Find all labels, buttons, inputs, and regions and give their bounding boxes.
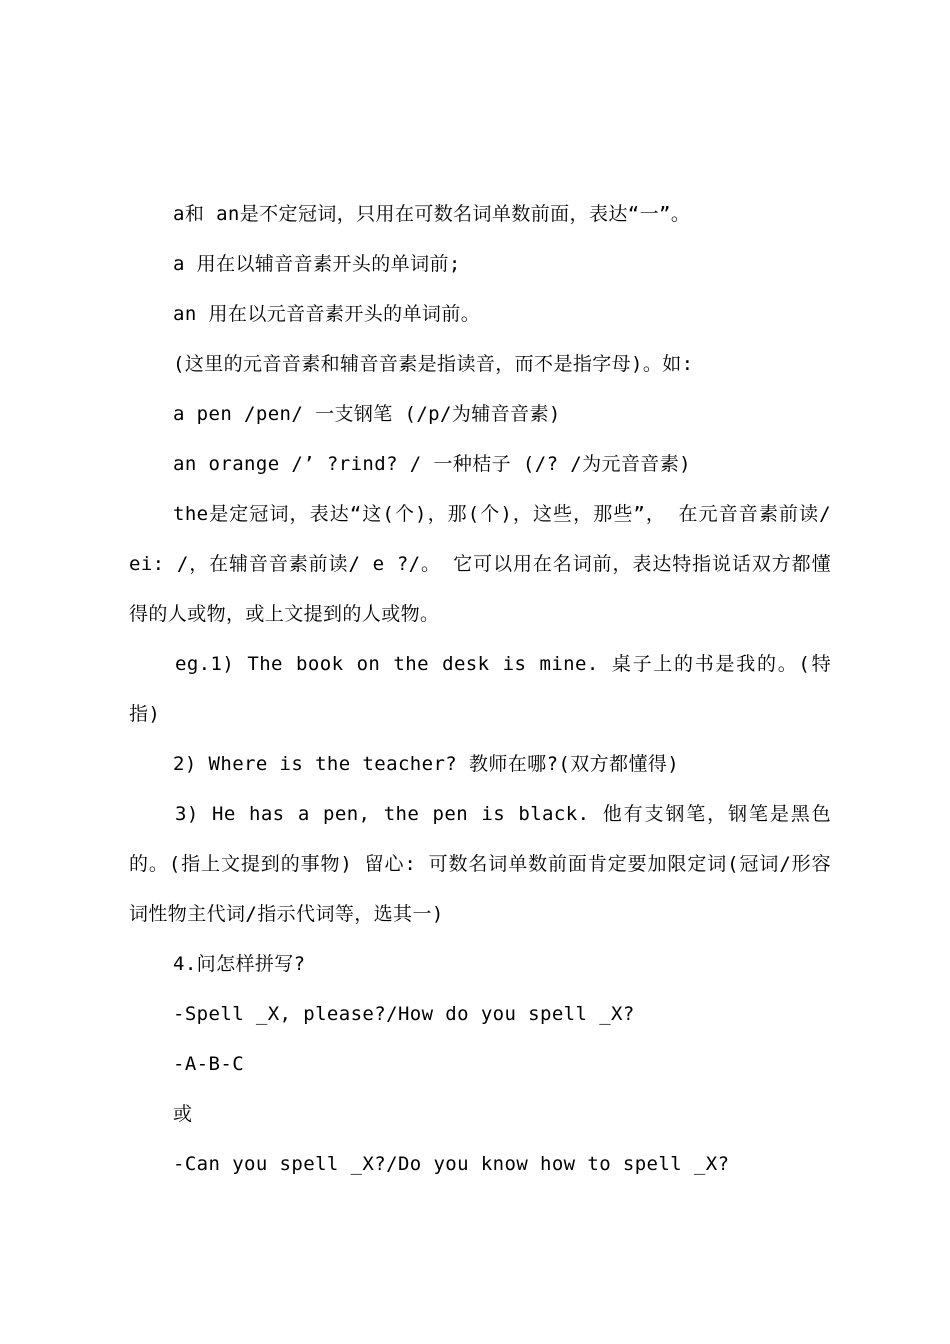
paragraph-or: 或 bbox=[173, 1103, 193, 1125]
paragraph-spell-question-alt: -Can you spell _X?/Do you know how to spell _X? bbox=[173, 1153, 730, 1175]
document-body bbox=[129, 189, 831, 1189]
paragraph-example-2: 2) Where is the teacher? 教师在哪?(双方都懂得) bbox=[173, 753, 680, 775]
paragraph-definite-article: the是定冠词，表达“这(个)，那(个)，这些，那些”， 在元音音素前读/ ei: /，在辅音音素前读/ e ?/。 它可以用在名词前，表达特指说话双方都懂得的人或物，或上文提到的人或物。 bbox=[129, 503, 831, 625]
paragraph-example-a-pen: a pen /pen/ 一支钢笔 (/p/为辅音音素) bbox=[173, 403, 561, 425]
paragraph-example-1: eg.1) The book on the desk is mine. 桌子上的书是我的。(特指) bbox=[129, 653, 831, 725]
paragraph-spell-answer: -A-B-C bbox=[173, 1053, 245, 1075]
paragraph-example-an-orange: an orange /’ ?rind? / 一种桔子 (/? /为元音音素) bbox=[173, 453, 691, 475]
paragraph-phoneme-note: (这里的元音音素和辅音音素是指读音，而不是指字母)。如: bbox=[173, 353, 694, 375]
paragraph-an-usage: an 用在以元音音素开头的单词前。 bbox=[173, 303, 481, 325]
paragraph-example-3: 3) He has a pen, the pen is black. 他有支钢笔，钢笔是黑色的。(指上文提到的事物) 留心: 可数名词单数前面肯定要加限定词(冠词/形容词性物主代词/指示代词等，选其一) bbox=[129, 803, 831, 925]
paragraph-spell-question: -Spell _X, please?/How do you spell _X? bbox=[173, 1003, 635, 1025]
paragraph-indefinite-articles: a和 an是不定冠词，只用在可数名词单数前面，表达“一”。 bbox=[173, 203, 691, 225]
paragraph-spelling-heading: 4.问怎样拼写? bbox=[173, 953, 306, 975]
paragraph-a-usage: a 用在以辅音音素开头的单词前; bbox=[173, 253, 461, 275]
